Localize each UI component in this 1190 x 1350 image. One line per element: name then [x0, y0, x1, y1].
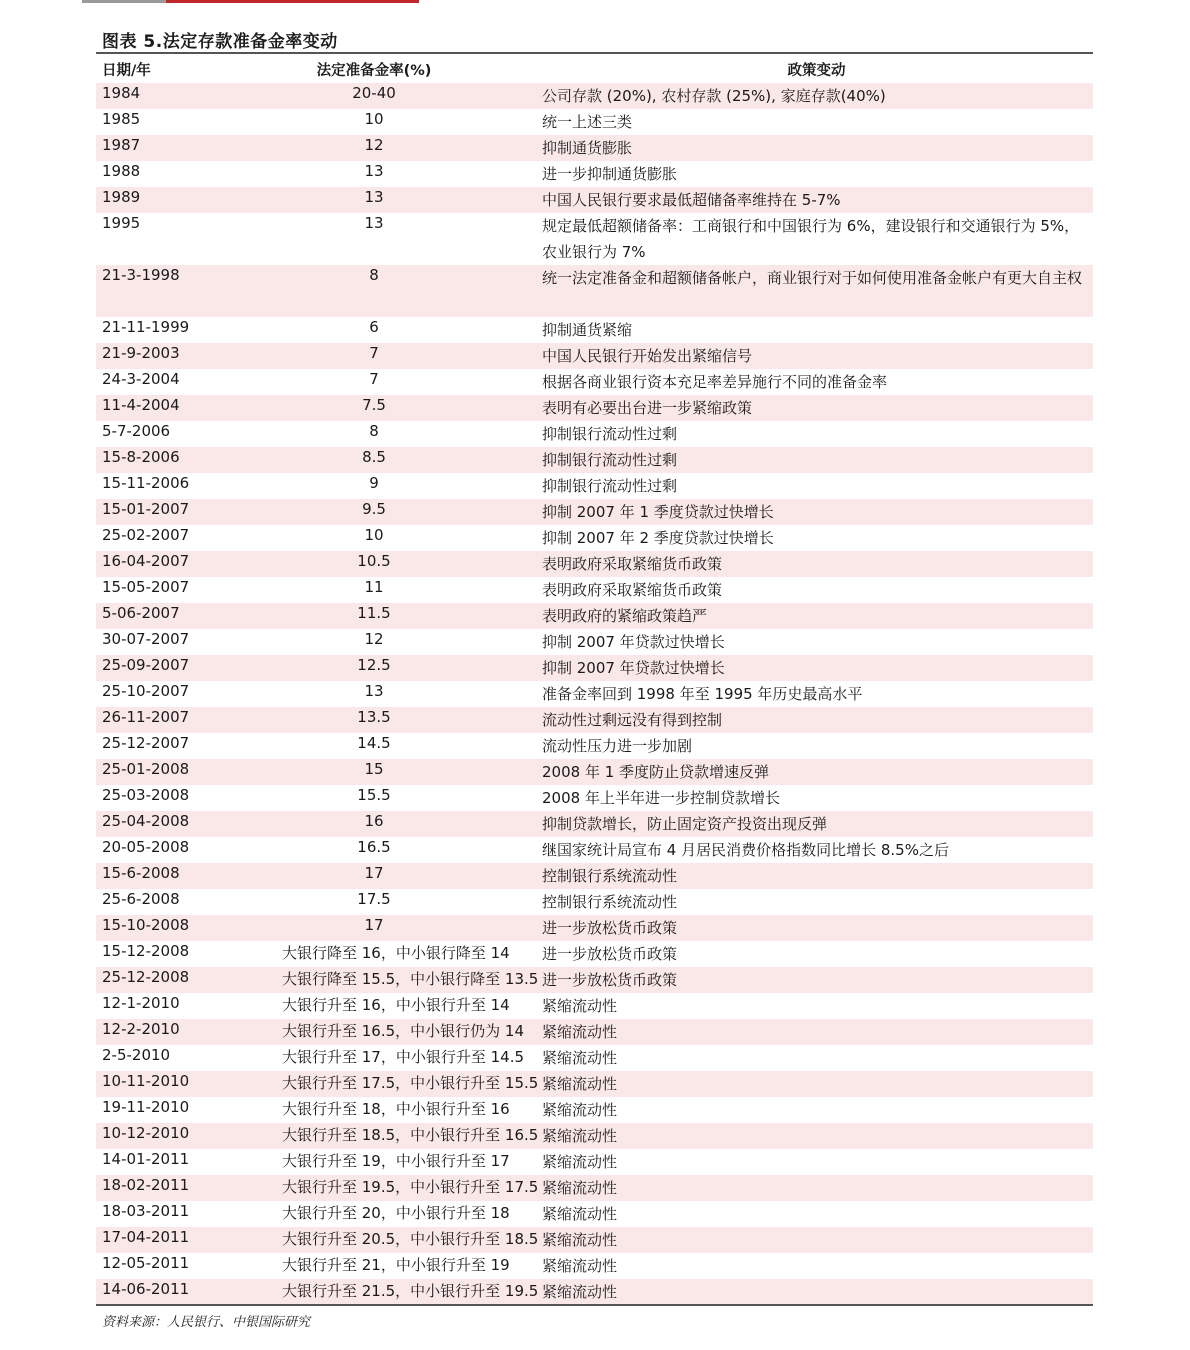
cell-rate: 13 — [364, 682, 384, 700]
cell-date: 15-6-2008 — [102, 864, 180, 882]
cell-date: 1988 — [102, 162, 141, 180]
cell-rate: 15.5 — [357, 786, 391, 804]
table-row — [96, 1253, 1093, 1279]
cell-policy: 统一法定准备金和超额储备帐户，商业银行对于如何使用准备金帐户有更大自主权 — [542, 269, 1083, 287]
cell-rate: 大银行升至 19.5，中小银行升至 17.5 — [282, 1178, 539, 1196]
cell-rate: 大银行升至 19，中小银行升至 17 — [282, 1152, 510, 1170]
table-row — [96, 1019, 1093, 1045]
cell-date: 21-3-1998 — [102, 266, 180, 284]
cell-rate: 20-40 — [352, 84, 396, 102]
cell-date: 20-05-2008 — [102, 838, 190, 856]
table-row — [96, 161, 1093, 187]
table-row — [96, 629, 1093, 655]
cell-policy: 进一步放松货币政策 — [542, 971, 678, 989]
cell-date: 12-1-2010 — [102, 994, 180, 1012]
cell-policy: 紧缩流动性 — [542, 1283, 618, 1301]
cell-date: 15-11-2006 — [102, 474, 190, 492]
table-row — [96, 785, 1093, 811]
cell-policy: 2008 年上半年进一步控制贷款增长 — [542, 789, 780, 807]
cell-policy: 紧缩流动性 — [542, 1127, 618, 1145]
table-row — [96, 655, 1093, 681]
cell-policy: 抑制 2007 年 2 季度贷款过快增长 — [542, 529, 774, 547]
table-row — [96, 421, 1093, 447]
table-row — [96, 707, 1093, 733]
cell-rate: 9.5 — [362, 500, 386, 518]
table-top-rule — [96, 52, 1093, 54]
table-row — [96, 265, 1093, 317]
cell-rate: 13 — [364, 162, 384, 180]
table-row — [96, 395, 1093, 421]
cell-policy: 紧缩流动性 — [542, 1049, 618, 1067]
cell-date: 18-03-2011 — [102, 1202, 190, 1220]
figure-title: 图表 5.法定存款准备金率变动 — [102, 32, 338, 52]
cell-policy: 抑制 2007 年贷款过快增长 — [542, 659, 725, 677]
cell-rate: 7 — [369, 344, 379, 362]
cell-rate: 14.5 — [357, 734, 391, 752]
cell-policy: 表明政府采取紧缩货币政策 — [542, 581, 723, 599]
table-row — [96, 1097, 1093, 1123]
cell-date: 5-06-2007 — [102, 604, 180, 622]
cell-policy: 流动性压力进一步加剧 — [542, 737, 693, 755]
table-row — [96, 187, 1093, 213]
table-row — [96, 863, 1093, 889]
cell-date: 12-05-2011 — [102, 1254, 190, 1272]
cell-rate: 15 — [364, 760, 384, 778]
table-row — [96, 1045, 1093, 1071]
cell-rate: 大银行升至 20，中小银行升至 18 — [282, 1204, 510, 1222]
table-row — [96, 551, 1093, 577]
cell-date: 16-04-2007 — [102, 552, 190, 570]
cell-date: 17-04-2011 — [102, 1228, 190, 1246]
header-rate: 法定准备金率(%) — [316, 63, 432, 79]
cell-rate: 大银行升至 18.5，中小银行升至 16.5 — [282, 1126, 539, 1144]
cell-date: 1984 — [102, 84, 141, 102]
cell-rate: 17 — [364, 916, 384, 934]
cell-date: 15-05-2007 — [102, 578, 190, 596]
cell-date: 25-12-2008 — [102, 968, 190, 986]
cell-rate: 17 — [364, 864, 384, 882]
cell-rate: 大银行升至 17.5，中小银行升至 15.5 — [282, 1074, 539, 1092]
cell-policy: 表明政府采取紧缩货币政策 — [542, 555, 723, 573]
cell-policy: 抑制贷款增长，防止固定资产投资出现反弹 — [542, 815, 828, 833]
cell-policy: 紧缩流动性 — [542, 1205, 618, 1223]
table-row — [96, 343, 1093, 369]
cell-date: 1995 — [102, 214, 141, 232]
cell-date: 15-10-2008 — [102, 916, 190, 934]
table-bottom-rule — [96, 1304, 1093, 1306]
cell-policy: 进一步放松货币政策 — [542, 919, 678, 937]
table-row — [96, 733, 1093, 759]
cell-rate: 10 — [364, 526, 384, 544]
table-row — [96, 941, 1093, 967]
cell-date: 11-4-2004 — [102, 396, 180, 414]
table-row — [96, 83, 1093, 109]
cell-policy: 抑制 2007 年贷款过快增长 — [542, 633, 725, 651]
table-row — [96, 1175, 1093, 1201]
cell-date: 14-01-2011 — [102, 1150, 190, 1168]
cell-rate: 8 — [369, 266, 379, 284]
cell-policy: 中国人民银行要求最低超储备率维持在 5-7% — [542, 191, 841, 209]
table-row — [96, 135, 1093, 161]
header-date: 日期/年 — [102, 63, 151, 79]
cell-date: 25-6-2008 — [102, 890, 180, 908]
table-row — [96, 1227, 1093, 1253]
cell-date: 30-07-2007 — [102, 630, 190, 648]
cell-policy: 表明政府的紧缩政策趋严 — [542, 607, 708, 625]
cell-date: 25-02-2007 — [102, 526, 190, 544]
cell-rate: 13 — [364, 188, 384, 206]
table-row — [96, 577, 1093, 603]
cell-policy: 控制银行系统流动性 — [542, 893, 678, 911]
cell-policy: 紧缩流动性 — [542, 1075, 618, 1093]
top-accent-grey — [82, 0, 166, 3]
table-row — [96, 603, 1093, 629]
table-row — [96, 1201, 1093, 1227]
table-row — [96, 1123, 1093, 1149]
cell-date: 1989 — [102, 188, 141, 206]
cell-policy: 紧缩流动性 — [542, 1257, 618, 1275]
cell-date: 25-12-2007 — [102, 734, 190, 752]
table-row — [96, 967, 1093, 993]
cell-rate: 13.5 — [357, 708, 391, 726]
cell-policy: 2008 年 1 季度防止贷款增速反弹 — [542, 763, 770, 781]
cell-rate: 8.5 — [362, 448, 386, 466]
cell-rate: 大银行升至 20.5，中小银行升至 18.5 — [282, 1230, 539, 1248]
table-row — [96, 499, 1093, 525]
cell-rate: 16.5 — [357, 838, 391, 856]
cell-date: 21-9-2003 — [102, 344, 180, 362]
cell-date: 14-06-2011 — [102, 1280, 190, 1298]
table-row — [96, 1071, 1093, 1097]
top-accent-red — [166, 0, 419, 3]
cell-date: 25-03-2008 — [102, 786, 190, 804]
table-row — [96, 1149, 1093, 1175]
table-row — [96, 681, 1093, 707]
table-header — [96, 57, 1093, 81]
cell-policy: 紧缩流动性 — [542, 1023, 618, 1041]
cell-policy: 准备金率回到 1998 年至 1995 年历史最高水平 — [542, 685, 863, 703]
cell-policy: 继国家统计局宣布 4 月居民消费价格指数同比增长 8.5%之后 — [542, 841, 949, 859]
cell-policy: 紧缩流动性 — [542, 1231, 618, 1249]
cell-date: 24-3-2004 — [102, 370, 180, 388]
cell-rate: 8 — [369, 422, 379, 440]
cell-rate: 12 — [364, 630, 384, 648]
cell-policy: 抑制银行流动性过剩 — [542, 477, 678, 495]
cell-policy: 根据各商业银行资本充足率差异施行不同的准备金率 — [542, 373, 888, 391]
table-row — [96, 1279, 1093, 1305]
cell-policy: 规定最低超额储备率：工商银行和中国银行为 6%，建设银行和交通银行为 5%，农业银行为 7% — [542, 217, 1080, 261]
cell-date: 2-5-2010 — [102, 1046, 171, 1064]
cell-policy: 紧缩流动性 — [542, 1179, 618, 1197]
cell-date: 25-10-2007 — [102, 682, 190, 700]
cell-policy: 抑制 2007 年 1 季度贷款过快增长 — [542, 503, 774, 521]
table-row — [96, 811, 1093, 837]
cell-date: 1987 — [102, 136, 141, 154]
table-row — [96, 889, 1093, 915]
cell-date: 26-11-2007 — [102, 708, 190, 726]
cell-rate: 大银行升至 21，中小银行升至 19 — [282, 1256, 510, 1274]
cell-policy: 中国人民银行开始发出紧缩信号 — [542, 347, 753, 365]
cell-policy: 控制银行系统流动性 — [542, 867, 678, 885]
cell-policy: 抑制银行流动性过剩 — [542, 425, 678, 443]
cell-rate: 大银行升至 18，中小银行升至 16 — [282, 1100, 510, 1118]
cell-policy: 统一上述三类 — [542, 113, 633, 131]
cell-policy: 进一步抑制通货膨胀 — [542, 165, 678, 183]
cell-date: 10-12-2010 — [102, 1124, 190, 1142]
cell-rate: 13 — [364, 214, 384, 232]
cell-rate: 大银行降至 15.5，中小银行降至 13.5 — [282, 970, 539, 988]
source-note: 资料来源：人民银行、中银国际研究 — [102, 1315, 311, 1330]
cell-rate: 10 — [364, 110, 384, 128]
table-row — [96, 993, 1093, 1019]
table-row — [96, 525, 1093, 551]
cell-rate: 9 — [369, 474, 379, 492]
cell-date: 1985 — [102, 110, 141, 128]
cell-date: 5-7-2006 — [102, 422, 171, 440]
cell-policy: 进一步放松货币政策 — [542, 945, 678, 963]
cell-policy: 抑制通货紧缩 — [542, 321, 633, 339]
cell-policy: 抑制银行流动性过剩 — [542, 451, 678, 469]
table-row — [96, 213, 1093, 265]
cell-rate: 11 — [364, 578, 384, 596]
table-row — [96, 759, 1093, 785]
cell-rate: 16 — [364, 812, 384, 830]
cell-date: 15-8-2006 — [102, 448, 180, 466]
table-row — [96, 915, 1093, 941]
cell-date: 15-01-2007 — [102, 500, 190, 518]
cell-policy: 流动性过剩远没有得到控制 — [542, 711, 723, 729]
cell-date: 25-04-2008 — [102, 812, 190, 830]
table-row — [96, 447, 1093, 473]
cell-rate: 大银行升至 16.5，中小银行仍为 14 — [282, 1022, 525, 1040]
table-row — [96, 317, 1093, 343]
cell-date: 15-12-2008 — [102, 942, 190, 960]
cell-rate: 大银行升至 17，中小银行升至 14.5 — [282, 1048, 525, 1066]
cell-rate: 大银行降至 16，中小银行降至 14 — [282, 944, 510, 962]
cell-policy: 紧缩流动性 — [542, 1153, 618, 1171]
table-body — [96, 83, 1093, 1305]
table-row — [96, 837, 1093, 863]
cell-date: 19-11-2010 — [102, 1098, 190, 1116]
cell-rate: 大银行升至 16，中小银行升至 14 — [282, 996, 510, 1014]
cell-rate: 17.5 — [357, 890, 391, 908]
cell-date: 25-09-2007 — [102, 656, 190, 674]
cell-date: 25-01-2008 — [102, 760, 190, 778]
cell-rate: 6 — [369, 318, 379, 336]
cell-rate: 12.5 — [357, 656, 391, 674]
table-row — [96, 109, 1093, 135]
cell-date: 10-11-2010 — [102, 1072, 190, 1090]
table-row — [96, 369, 1093, 395]
cell-rate: 10.5 — [357, 552, 391, 570]
cell-policy: 公司存款 (20%), 农村存款 (25%), 家庭存款(40%) — [542, 87, 886, 105]
cell-rate: 大银行升至 21.5，中小银行升至 19.5 — [282, 1282, 539, 1300]
cell-policy: 紧缩流动性 — [542, 997, 618, 1015]
top-accent-bar — [82, 0, 419, 3]
cell-date: 12-2-2010 — [102, 1020, 180, 1038]
cell-rate: 7.5 — [362, 396, 386, 414]
table-row — [96, 473, 1093, 499]
cell-rate: 11.5 — [357, 604, 391, 622]
cell-rate: 7 — [369, 370, 379, 388]
cell-policy: 表明有必要出台进一步紧缩政策 — [542, 399, 753, 417]
cell-date: 21-11-1999 — [102, 318, 190, 336]
cell-rate: 12 — [364, 136, 384, 154]
header-policy: 政策变动 — [787, 63, 846, 79]
cell-policy: 抑制通货膨胀 — [542, 139, 633, 157]
cell-policy: 紧缩流动性 — [542, 1101, 618, 1119]
cell-date: 18-02-2011 — [102, 1176, 190, 1194]
